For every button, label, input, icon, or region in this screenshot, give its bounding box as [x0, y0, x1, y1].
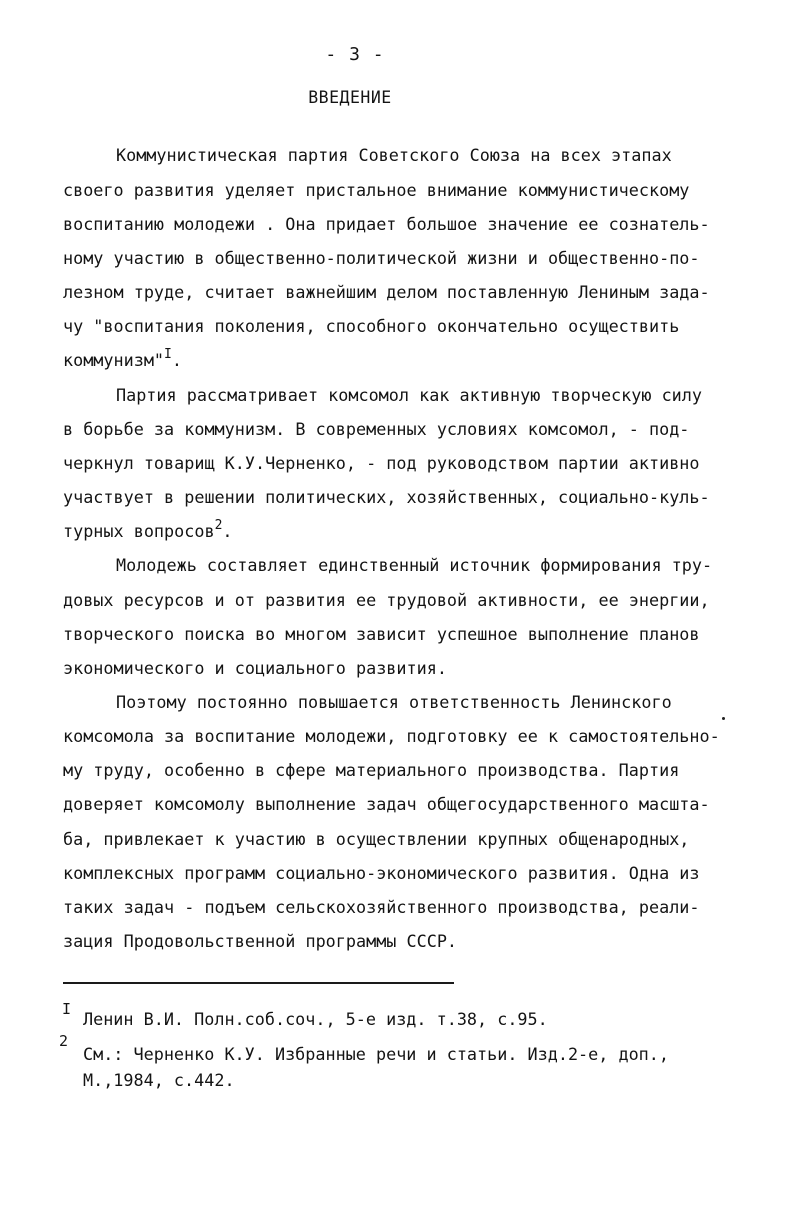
body-line	[63, 347, 182, 370]
body-line: му труду, особенно в сфере материального производства. Партия	[63, 760, 680, 780]
body-line: Поэтому постоянно повышается ответственность Ленинского	[116, 692, 672, 712]
body-line: участвует в решении политических, хозяйственных, социально-куль-	[63, 487, 710, 507]
body-line: комсомола за воспитание молодежи, подготовку ее к самостоятельно-	[63, 726, 720, 746]
footnote-marker: I	[62, 1000, 72, 1018]
body-line: Коммунистическая партия Советского Союза на всех этапах	[116, 145, 672, 165]
body-line: ному участию в общественно-политической жизни и общественно-по-	[63, 248, 700, 268]
ink-speck	[722, 717, 725, 720]
footnote-marker: 2	[59, 1032, 69, 1050]
body-line: воспитанию молодежи . Она придает большое значение ее сознатель-	[63, 214, 710, 234]
body-line	[63, 518, 233, 541]
body-line: ба, привлекает к участию в осуществлении крупных общенародных,	[63, 829, 690, 849]
punctuation: .	[222, 521, 233, 541]
body-line: в борьбе за коммунизм. В современных условиях комсомол, - под-	[63, 419, 690, 439]
body-line: черкнул товарищ К.У.Черненко, - под руководством партии активно	[63, 453, 700, 473]
body-line: лезном труде, считает важнейшим делом поставленную Лениным зада-	[63, 282, 710, 302]
footnote-reference: I	[164, 347, 172, 362]
footnote-divider	[63, 982, 454, 984]
body-line: своего развития уделяет пристальное внимание коммунистическому	[63, 180, 690, 200]
body-line: комплексных программ социально-экономического развития. Одна из	[63, 863, 700, 883]
body-text: турных вопросов	[63, 521, 215, 541]
punctuation: .	[171, 350, 182, 370]
body-line: Молодежь составляет единственный источник формирования тру-	[116, 555, 713, 575]
footnote-reference: 2	[214, 518, 223, 533]
body-line: довых ресурсов и от развития ее трудовой активности, ее энергии,	[63, 590, 710, 610]
body-line: экономического и социального развития.	[63, 658, 447, 678]
body-line: Партия рассматривает комсомол как активную творческую силу	[116, 385, 702, 405]
body-text: коммунизм"	[63, 350, 165, 370]
footnote-text: Ленин В.И. Полн.соб.соч., 5-е изд. т.38, с.95.	[83, 1009, 548, 1029]
body-line: творческого поиска во многом зависит успешное выполнение планов	[63, 624, 700, 644]
body-line: чу "воспитания поколения, способного окончательно осуществить	[63, 316, 680, 336]
body-line: доверяет комсомолу выполнение задач общегосударственного масшта-	[63, 794, 710, 814]
page-number: - 3 -	[325, 44, 385, 65]
body-line: таких задач - подъем сельскохозяйственного производства, реали-	[63, 897, 700, 917]
body-line: зация Продовольственной программы СССР.	[63, 931, 458, 951]
footnote-text: М.,1984, с.442.	[83, 1070, 235, 1090]
section-heading: ВВЕДЕНИЕ	[308, 88, 392, 107]
footnote-text: См.: Черненко К.У. Избранные речи и статьи. Изд.2-е, доп.,	[83, 1044, 669, 1064]
